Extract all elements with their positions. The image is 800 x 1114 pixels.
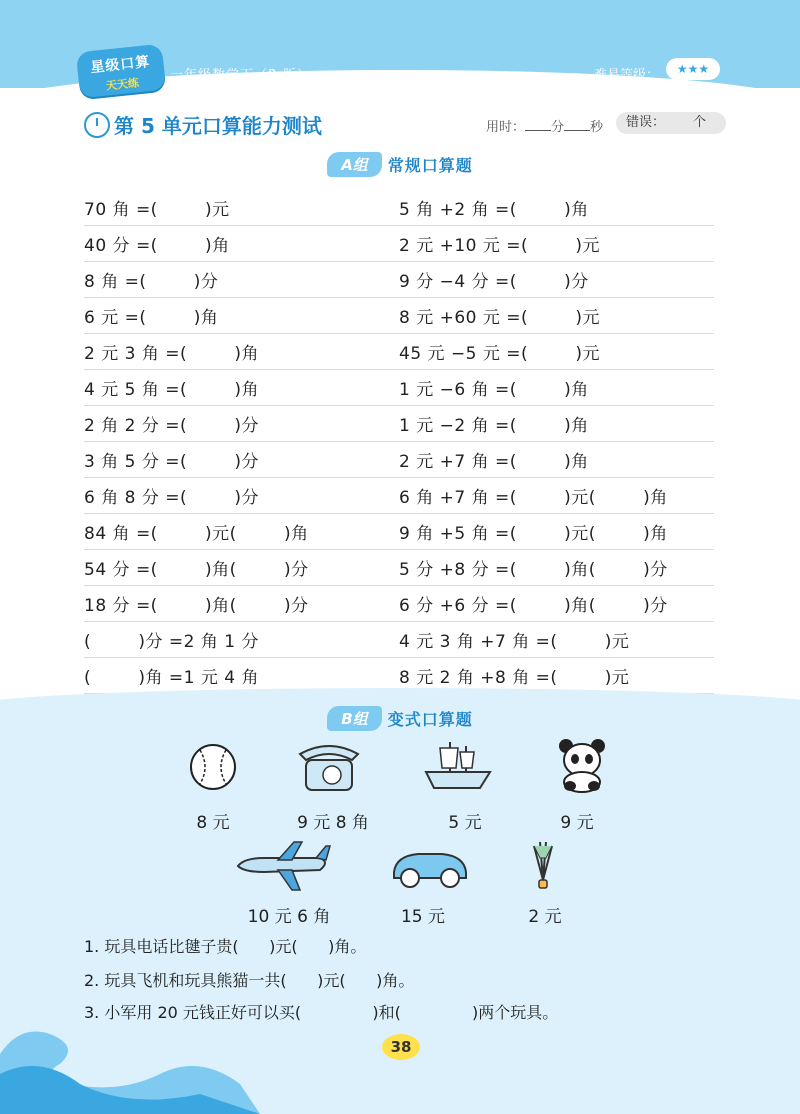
exercise-left[interactable]: 54 分 =( )角( )分 — [84, 560, 309, 580]
exercise-right[interactable]: 2 元 +7 角 =( )角 — [399, 452, 589, 472]
time-label: 用时： — [486, 120, 526, 135]
exercise-left[interactable]: 84 角 =( )元( )角 — [84, 524, 309, 544]
series-logo — [76, 44, 166, 99]
exercise-right[interactable]: 1 元 −2 角 =( )角 — [399, 416, 589, 436]
question-3[interactable]: 3. 小军用 20 元钱正好可以买( )和( )两个玩具。 — [84, 1003, 559, 1022]
section-b-label: 变式口算题 — [387, 710, 473, 729]
exercise-left[interactable]: ( )角 =1 元 4 角 — [84, 668, 259, 688]
exercise-left[interactable]: 70 角 =( )元 — [84, 200, 230, 220]
price-ship: 5 元 — [448, 813, 482, 833]
exercise-grid-a — [84, 190, 714, 694]
exercise-right[interactable]: 1 元 −6 角 =( )角 — [399, 380, 589, 400]
price-shuttlecock: 2 元 — [528, 907, 562, 927]
book-title: 一年级数学下（R 版） — [170, 68, 312, 83]
baseball-icon — [186, 740, 240, 794]
shuttlecock-icon — [528, 840, 558, 892]
exercise-row — [84, 586, 714, 622]
question-2[interactable]: 2. 玩具飞机和玩具熊猫一共( )元( )角。 — [84, 971, 415, 990]
exercise-row — [84, 406, 714, 442]
exercise-right[interactable]: 6 分 +6 分 =( )角( )分 — [399, 596, 668, 616]
time-used — [486, 116, 603, 135]
price-telephone: 9 元 8 角 — [297, 813, 369, 833]
logo-subtitle: 天天练 — [105, 76, 140, 93]
exercise-right[interactable]: 2 元 +10 元 =( )元 — [399, 236, 601, 256]
exercise-right[interactable]: 8 元 2 角 +8 角 =( )元 — [399, 668, 630, 688]
exercise-right[interactable]: 8 元 +60 元 =( )元 — [399, 308, 601, 328]
page-title: 第 5 单元口算能力测试 — [114, 114, 322, 138]
exercise-row — [84, 478, 714, 514]
wave-decoration — [0, 1014, 260, 1114]
logo-title: 星级口算 — [89, 53, 152, 77]
minutes-blank[interactable] — [525, 130, 551, 131]
title-row — [84, 108, 724, 142]
exercise-left[interactable]: 8 角 =( )分 — [84, 272, 219, 292]
seconds-unit: 秒 — [590, 120, 604, 135]
clock-icon — [84, 112, 110, 138]
exercise-left[interactable]: 18 分 =( )角( )分 — [84, 596, 309, 616]
section-b-heading — [290, 706, 510, 734]
exercise-right[interactable]: 6 角 +7 角 =( )元( )角 — [399, 488, 668, 508]
price-baseball: 8 元 — [196, 813, 230, 833]
minutes-unit: 分 — [551, 120, 565, 135]
exercise-right[interactable]: 5 分 +8 分 =( )角( )分 — [399, 560, 668, 580]
panda-icon — [552, 734, 612, 794]
price-panda: 9 元 — [560, 813, 594, 833]
exercise-left[interactable]: 40 分 =( )角 — [84, 236, 230, 256]
difficulty-stars: ★★★ — [666, 58, 720, 80]
exercise-right[interactable]: 5 角 +2 角 =( )角 — [399, 200, 589, 220]
error-count — [616, 112, 726, 134]
errors-label: 错误： — [626, 115, 666, 130]
exercise-row — [84, 442, 714, 478]
exercise-row — [84, 298, 714, 334]
exercise-right[interactable]: 45 元 −5 元 =( )元 — [399, 344, 601, 364]
section-a-heading — [290, 152, 510, 180]
section-a-badge: A组 — [327, 152, 382, 177]
page-number: 38 — [382, 1034, 420, 1060]
exercise-right[interactable]: 9 角 +5 角 =( )元( )角 — [399, 524, 668, 544]
difficulty-label: 难易等级： — [594, 68, 660, 83]
ship-icon — [420, 734, 496, 794]
exercise-row — [84, 514, 714, 550]
price-airplane: 10 元 6 角 — [247, 907, 331, 927]
section-a-label: 常规口算题 — [387, 156, 473, 175]
exercise-left[interactable]: 2 角 2 分 =( )分 — [84, 416, 259, 436]
exercise-row — [84, 550, 714, 586]
exercise-left[interactable]: 3 角 5 分 =( )分 — [84, 452, 259, 472]
exercise-row — [84, 370, 714, 406]
exercise-left[interactable]: 6 角 8 分 =( )分 — [84, 488, 259, 508]
car-icon — [388, 838, 472, 892]
exercise-row — [84, 262, 714, 298]
exercise-right[interactable]: 9 分 −4 分 =( )分 — [399, 272, 589, 292]
exercise-row — [84, 334, 714, 370]
seconds-blank[interactable] — [564, 130, 590, 131]
exercise-row — [84, 622, 714, 658]
section-b-badge: B组 — [327, 706, 381, 731]
exercise-left[interactable]: 6 元 =( )角 — [84, 308, 219, 328]
exercise-row — [84, 190, 714, 226]
airplane-icon — [234, 838, 334, 894]
exercise-row — [84, 226, 714, 262]
price-car: 15 元 — [400, 907, 446, 927]
errors-unit: 个 — [693, 115, 707, 130]
telephone-icon — [294, 736, 364, 796]
exercise-left[interactable]: 4 元 5 角 =( )角 — [84, 380, 259, 400]
exercise-left[interactable]: 2 元 3 角 =( )角 — [84, 344, 259, 364]
exercise-left[interactable]: ( )分 =2 角 1 分 — [84, 632, 259, 652]
question-1[interactable]: 1. 玩具电话比毽子贵( )元( )角。 — [84, 937, 367, 956]
exercise-right[interactable]: 4 元 3 角 +7 角 =( )元 — [399, 632, 630, 652]
